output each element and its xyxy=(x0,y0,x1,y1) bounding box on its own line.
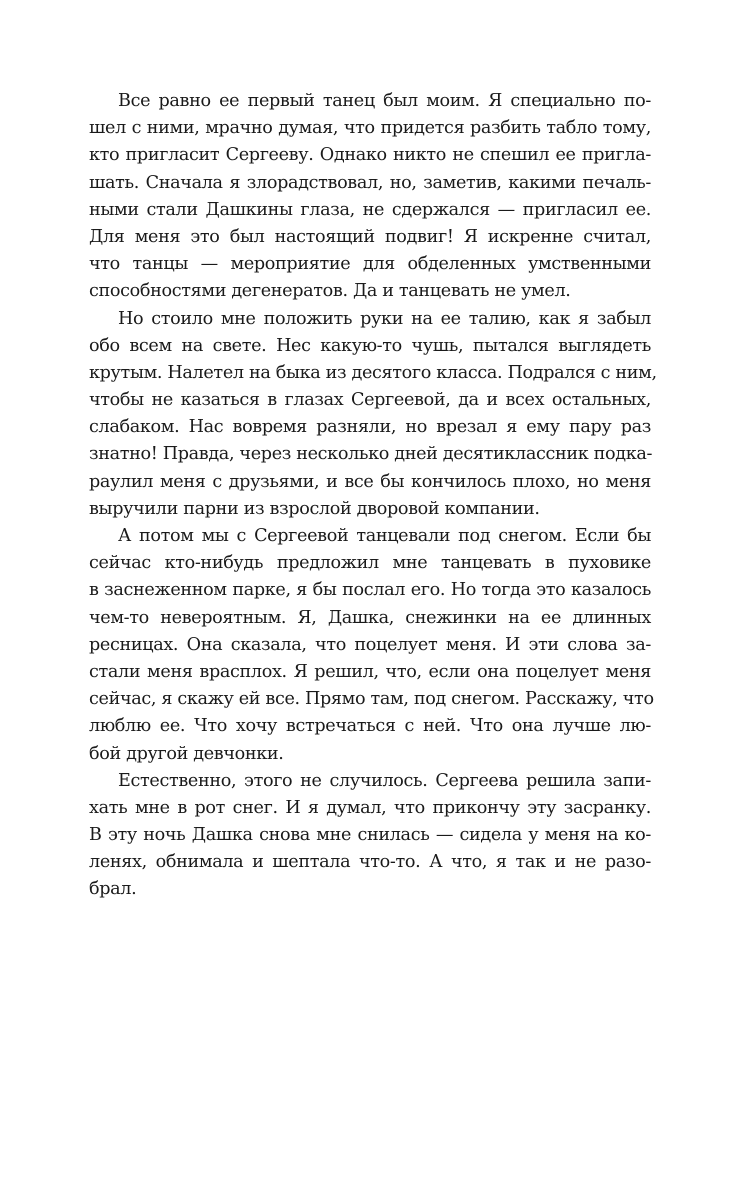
text-line: раулил меня с друзьями, и все бы кончилось плохо, но меня xyxy=(89,471,651,492)
text-line: слабаком. Нас вовремя разняли, но врезал я ему пару раз xyxy=(89,417,651,438)
text-line: хать мне в рот снег. И я думал, что прикончу эту засранку. xyxy=(89,797,651,818)
text-line: бой другой девчонки. xyxy=(89,743,284,764)
text-line: сейчас, я скажу ей все. Прямо там, под снегом. Расскажу, что xyxy=(89,689,654,710)
body-text xyxy=(89,88,657,904)
text-line: знатно! Правда, через несколько дней десятиклассник подка- xyxy=(89,444,653,465)
text-line: что танцы — мероприятие для обделенных умственными xyxy=(89,254,651,275)
text-line: кто пригласит Сергееву. Однако никто не спешил ее пригла- xyxy=(89,145,651,166)
text-line: крутым. Налетел на быка из десятого класса. Подрался с ним, xyxy=(89,362,657,383)
text-line: сейчас кто-нибудь предложил мне танцевать в пуховике xyxy=(89,553,651,574)
text-line: выручили парни из взрослой дворовой компании. xyxy=(89,498,540,519)
text-line: в заснеженном парке, я бы послал его. Но тогда это казалось xyxy=(89,580,651,601)
text-line: обо всем на свете. Нес какую-то чушь, пытался выглядеть xyxy=(89,335,651,356)
text-line: В эту ночь Дашка снова мне снилась — сидела у меня на ко- xyxy=(89,825,651,846)
text-line: Но стоило мне положить руки на ее талию, как я забыл xyxy=(118,308,651,329)
text-line: ными стали Дашкины глаза, не сдержался — пригласил ее. xyxy=(89,199,651,220)
text-line: шел с ними, мрачно думая, что придется разбить табло тому, xyxy=(89,118,651,139)
text-line: чтобы не казаться в глазах Сергеевой, да и всех остальных, xyxy=(89,390,651,411)
text-line: шать. Сначала я злорадствовал, но, заметив, какими печаль- xyxy=(89,172,651,193)
text-line: брал. xyxy=(89,879,137,900)
text-line: чем-то невероятным. Я, Дашка, снежинки на ее длинных xyxy=(89,607,651,628)
text-line: способностями дегенератов. Да и танцевать не умел. xyxy=(89,281,571,302)
text-line: стали меня врасплох. Я решил, что, если она поцелует меня xyxy=(89,661,651,682)
text-line: А потом мы с Сергеевой танцевали под снегом. Если бы xyxy=(118,526,651,546)
text-line: ресницах. Она сказала, что поцелует меня. И эти слова за- xyxy=(89,634,651,655)
text-line: Все равно ее первый танец был моим. Я специально по- xyxy=(118,91,651,111)
text-line: люблю ее. Что хочу встречаться с ней. Что она лучше лю- xyxy=(89,716,651,737)
paragraph xyxy=(89,523,654,768)
paragraph xyxy=(89,768,651,904)
paragraph xyxy=(89,306,657,524)
text-line: Для меня это был настоящий подвиг! Я искренне считал, xyxy=(89,226,651,247)
paragraph xyxy=(89,88,651,306)
text-line: Естественно, этого не случилось. Сергеева решила запи- xyxy=(118,770,651,791)
text-line: ленях, обнимала и шептала что-то. А что, я так и не разо- xyxy=(89,852,651,873)
